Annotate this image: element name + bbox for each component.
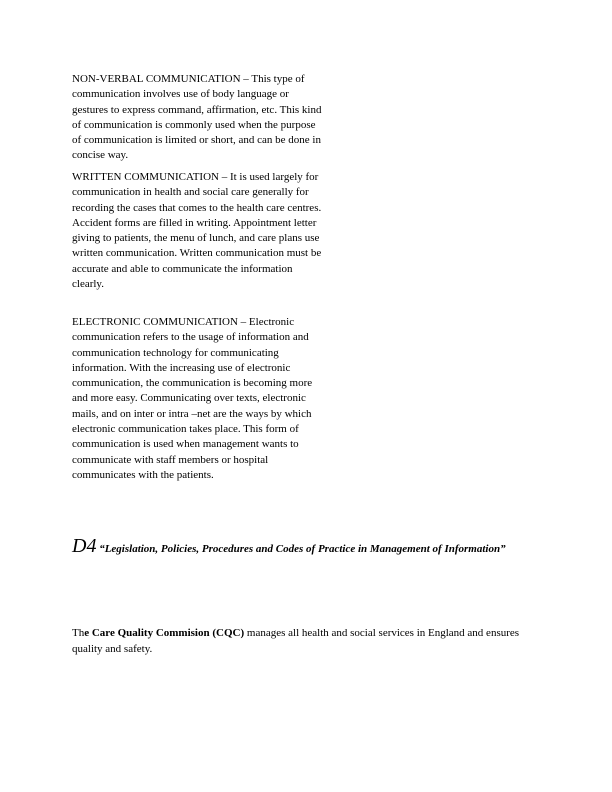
closing-prefix: Th	[72, 627, 85, 639]
paragraph-text: WRITTEN COMMUNICATION – It is used largely for communication in health and social care generally for recording the cases that comes to the health care centres. Accident forms are filled in writing. Appointment letter giving to patients, the menu of lunch, and care plans use written communication. Written communication must be accurate and able to communicate the information clearly.	[72, 171, 322, 291]
section-title: “Legislation, Policies, Procedures and Codes of Practice in Management of Information”	[99, 543, 506, 555]
paragraph-written-communication	[72, 170, 324, 292]
paragraph-text: NON-VERBAL COMMUNICATION – This type of communication involves use of body language or gestures to express command, affirmation, etc. This kind of communication is commonly used when the purpose of communication is limited or short, and can be done in concise way.	[72, 73, 322, 162]
paragraph-non-verbal-communication	[72, 72, 324, 164]
section-number: D4	[72, 535, 97, 557]
cqc-name: e Care Quality Commision (CQC)	[84, 627, 245, 639]
paragraph-electronic-communication	[72, 315, 324, 483]
paragraph-text: ELECTRONIC COMMUNICATION – Electronic communication refers to the usage of information and communication technology for communicating information. With the increasing use of electronic communication, the communication is becoming more and more easy. Communicating over texts, electronic mails, and on inter or intra –net are the ways by which electronic communication takes place. This form of communication is used when management wants to communicate with staff members or hospital communicates with the patients.	[72, 316, 313, 481]
closing-paragraph	[72, 625, 540, 657]
closing-rest: manages all health and social services in England and ensures quality and safety.	[72, 627, 520, 655]
section-heading	[72, 536, 542, 558]
